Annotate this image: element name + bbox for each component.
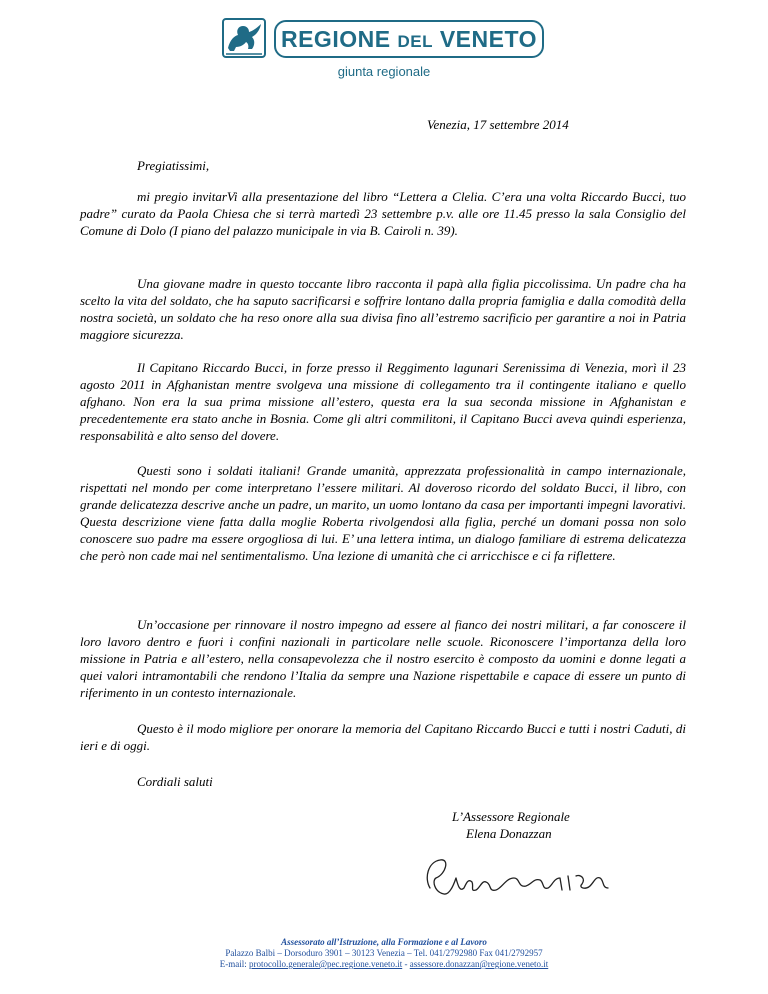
closing: Cordiali saluti bbox=[137, 774, 213, 789]
letter-date: Venezia, 17 settembre 2014 bbox=[427, 117, 569, 132]
lion-of-saint-mark-icon bbox=[222, 18, 266, 58]
salutation: Pregiatissimi, bbox=[137, 158, 210, 173]
logo-title-box bbox=[274, 20, 544, 58]
logo-title-del: DEL bbox=[397, 32, 433, 51]
footer-emails bbox=[0, 959, 768, 970]
logo-title-end: VENETO bbox=[432, 26, 537, 52]
paragraph-4: Questi sono i soldati italiani! Grande umanità, apprezzata professionalità in campo internazionale, rispettati nel mondo per come interpretano l’essere militari. Al doveroso ricordo del soldato Bucci, il libro, con grande delicatezza descrive anche un padre, un marito, un uomo lontano da casa per importanti impegni lavorativi. Questa descrizione viene fatta dalla moglie Roberta rivolgendosi alla figlia, perché un domani possa non solo conoscere suo padre ma essere orgogliosa di lui. E’ una lettera intima, un dialogo familiare di estrema delicatezza che però non cade mai nel sentimentalismo. Una lezione di umanità che ci arricchisce e ci fa riflettere. bbox=[80, 463, 686, 563]
footer-office: Assessorato all’Istruzione, alla Formazione e al Lavoro bbox=[281, 937, 487, 947]
email-link-protocollo[interactable]: protocollo.generale@pec.regione.veneto.it bbox=[249, 959, 403, 969]
signer-name: Elena Donazzan bbox=[466, 826, 552, 841]
logo-subtitle: giunta regionale bbox=[337, 64, 431, 79]
logo-title bbox=[276, 26, 542, 53]
paragraph-3: Il Capitano Riccardo Bucci, in forze presso il Reggimento lagunari Serenissima di Venezia, morì il 23 agosto 2011 in Afghanistan mentre svolgeva una missione di collegamento tra il contingente italiano e quello afghano. Non era la sua prima missione all’estero, questa era la sua seconda missione in Afghanistan e precedentemente era stato anche in Bosnia. Come gli altri commilitoni, il Capitano Bucci aveva quindi esperienza, responsabilità e alto senso del dovere. bbox=[80, 360, 686, 443]
footer-email-separator: - bbox=[402, 959, 410, 969]
paragraph-1: mi pregio invitarVi alla presentazione del libro “Lettera a Clelia. C’era una volta Riccardo Bucci, tuo padre” curato da Paola Chiesa che si terrà martedì 23 settembre p.v. alle ore 11.45 presso la sala Consiglio del Comune di Dolo (I piano del palazzo municipale in via B. Cairoli n. 39). bbox=[80, 189, 686, 238]
paragraph-6: Questo è il modo migliore per onorare la memoria del Capitano Riccardo Bucci e tutti i nostri Caduti, di ieri e di oggi. bbox=[80, 721, 686, 753]
logo-title-main: REGIONE bbox=[280, 26, 398, 52]
paragraph-2: Una giovane madre in questo toccante libro racconta il papà alla figlia piccolissima. Un padre cha ha scelto la vita del soldato, che ha saputo sacrificarsi e soffrire lontano dalla propria famiglia e dalla comodità della nostra società, un soldato che ha reso onore alla sua divisa fino all’estremo sacrificio per garantire a noi in Patria maggiore sicurezza. bbox=[80, 276, 686, 342]
signer-role: L’Assessore Regionale bbox=[452, 809, 570, 824]
footer-email-label: E-mail: bbox=[219, 959, 249, 969]
footer bbox=[0, 937, 768, 970]
regione-veneto-logo bbox=[222, 14, 548, 84]
footer-address: Palazzo Balbi – Dorsoduro 3901 – 30123 Venezia – Tel. 041/2792980 Fax 041/2792957 bbox=[225, 948, 543, 958]
handwritten-signature bbox=[410, 848, 620, 908]
email-link-assessore[interactable]: assessore.donazzan@regione.veneto.it bbox=[409, 959, 549, 969]
paragraph-5: Un’occasione per rinnovare il nostro impegno ad essere al fianco dei nostri militari, a far conoscere il loro lavoro dentro e fuori i confini nazionali in particolare nelle scuole. Riconoscere l’importanza della loro missione in Patria e all’estero, nella consapevolezza che il nostro esercito è composto da uomini e donne legati a quei valori intramontabili che rendono l’Italia da sempre una Nazione rispettabile e capace di essere un punto di riferimento in un contesto internazionale. bbox=[80, 617, 686, 700]
